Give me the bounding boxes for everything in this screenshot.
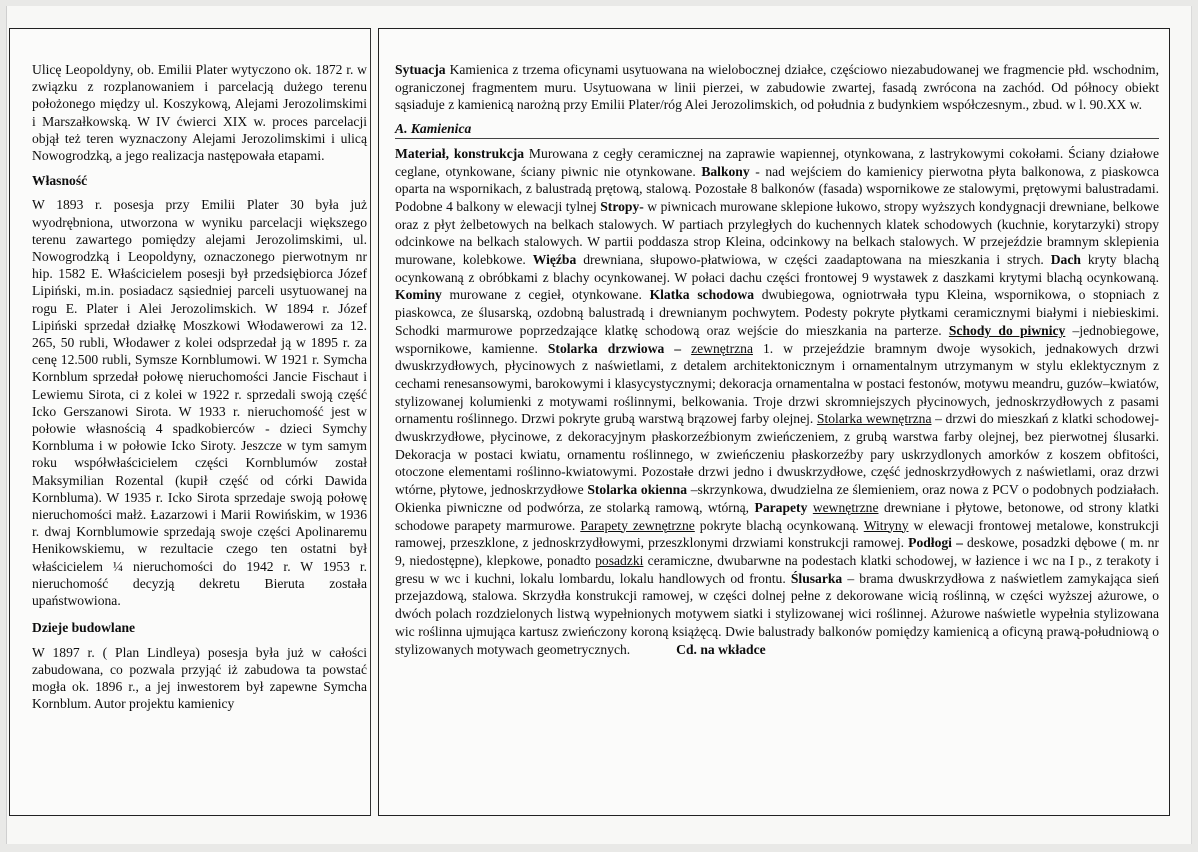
text-stolarka-drzwiowa: 1. w przejeździe bramnym dwoje wysokich, jednakowych drzwi dwuskrzydłowych, płycinowych z naświetlami, z detalem architektonicznym i ornamentalnym utrzymanym w stylu eklektycznym z cechami renesansowymi, barokowymi i klasycystycznymi; dekoracja ornamentalna w postaci festonów, motywu meandru, guzów–kwiatów, stylizowanej kolumienki z motywami roślinnymi, belkowania. Troje drzwi skromniejszych płycinowych, jednoskrzydłowych z pasami ornamentu roślinnego. Drzwi pokryte grubą warstwą brązowej farby olejnej.: [395, 340, 1159, 427]
label-witryny: Witryny: [863, 517, 909, 533]
text-balkony: - nad wejściem do kamienicy pierwotna płyta balkonowa, z piaskowca oparta na wspornikach, z balustradą prętową, stalową. Pozostałe 8 balkonów (fasada) wspornikowe ze stalowymi, prętowymi balustradami. Podobne 4 balkony w elewacji tylnej: [395, 163, 1159, 214]
label-slusarka: Ślusarka: [790, 570, 843, 586]
situation-text: Kamienica z trzema oficynami usytuowana na wielobocznej działce, częściowo niezabudowanej we fragmencie płd. wschodnim, ograniczonej fragmentem muru. Usytuowana w linii pierzei, w zabudowie zwartej, fasadą zwrócona na zachód. Od północy obiekt sąsiaduje z kamienicą narożną przy Emilii Plater/róg Alei Jerozolimskich, od południa z budynkiem współczesnym., zbud. w l. 90.XX w.: [395, 62, 1159, 113]
situation-paragraph: [395, 61, 1159, 114]
label-stolarka-wewnetrzna: Stolarka wewnętrzna: [816, 411, 932, 427]
label-klatka: Klatka schodowa: [649, 287, 754, 303]
left-column: [9, 28, 371, 816]
text-parapety-zewnetrzne: pokryte blachą ocynkowaną.: [694, 517, 864, 533]
label-zewnetrzna: zewnętrzna: [691, 340, 753, 356]
intro-paragraph: Ulicę Leopoldyny, ob. Emilii Plater wytyczono ok. 1872 r. w związku z rozplanowaniem i parcelacją dużego terenu położonego między ul. Koszykową, Alejami Jerozolimskimi i Marszałkowską. W IV ćwierci XIX w. proces parcelacji objął też teren wyznaczony Alejami Jerozolimskimi i ulicą Nowogrodzką, a jego realizacja następowała etapami.: [32, 62, 367, 164]
label-stolarka-drzwiowa: Stolarka drzwiowa –: [547, 340, 692, 356]
label-balkony: Balkony: [701, 163, 750, 179]
label-stolarka-okienna: Stolarka okienna: [587, 482, 687, 498]
text-podlogi: deskowe, posadzki dębowe ( m. nr 9, niedostępne), klepkowe, ponadto: [395, 535, 1159, 568]
text-slusarka: – brama dwuskrzydłowa z naświetlem zamykająca sień przejazdową, stalowa. Skrzydła konstrukcji ramowej, w części dolnej pełne z dekorowane wicią roślinną, w części wyższej ażurowe, o dwóch polach rozdzielonych listwą wypełnionych motywem siatki i stylizowanej wici roślinnej. Ażurowe naświetle wypełnia stylizowana wic roślinna ujmująca kartusz zwieńczony koroną książęcą. Dwie balustrady balkonów pomiędzy kamienicą a oficyną prawą-południową o stylizowanych motywach geometrycznych.: [395, 570, 1159, 657]
section-a-heading: A. Kamienica: [395, 120, 1159, 139]
continued-note: Cd. na wkładce: [676, 641, 766, 657]
description-paragraph: [395, 145, 1159, 658]
text-stolarka-wewnetrzna: – drzwi do mieszkań z klatki schodowej-dwuskrzydłowe, płycinowe, z dekoracyjnym płaskorzeźbionym zwieńczeniem, z grubą warstwa farby olejnej, bez pierwotnej ślusarki. Dekoracja w postaci kwiatu, ornamentu roślinnego, w zwieńczeniu płaskorzeźby pary uskrzydlonych amorków z koszem obfitości, otoczone elementami roślinno-kwiatowymi. Pozostałe drzwi jedno i dwuskrzydłowe, część jednoskrzydłowych z naświetlami, oraz drzwi wtórne, płytowe, jednoskrzydłowe: [395, 411, 1160, 498]
text-schody: –jednobiegowe, wspornikowe, kamienne.: [395, 322, 1159, 356]
label-schody: Schody do piwnicy: [948, 322, 1066, 338]
label-parapety-wewnetrzne: wewnętrzne: [812, 499, 879, 515]
text-dach: kryty blachą ocynkowaną z obróbkami z blachy ocynkowanej. W połaci dachu części frontowej 9 wystawek z daszkami krytymi blachą ocynkowaną.: [395, 252, 1159, 285]
label-parapety-zewnetrzne: Parapety zewnętrzne: [580, 517, 695, 533]
text-klatka: dwubiegowa, ogniotrwała typu Kleina, wspornikowa, o stopniach z piaskowca, ze ślusarską, ozdobną balustradą i drewnianym pochwytem. Podesty pokryte płytkami ceramicznymi białymi i niebieskimi. Schodki marmurowe poprzedzające klatkę schodową oraz wejście do mieszkania na parterze.: [395, 287, 1159, 338]
text-stolarka-okienna: –skrzynkowa, dwudzielna ze ślemieniem, oraz nowa z PCV o podobnych podziałach. Okienka piwniczne od podwórza, ze stolarką ramową, wtórną,: [395, 482, 1160, 515]
text-parapety-wewnetrzne: drewniane i płytowe, betonowe, od strony klatki schodowe parapety marmurowe.: [395, 499, 1159, 533]
text-witryny: w elewacji frontowej metalowe, konstrukcji ramowej, przeszklone, z jednoskrzydłowymi, przeszklonymi drzwiami konstrukcji ramowej.: [395, 517, 1159, 551]
label-posadzki: posadzki: [595, 552, 644, 568]
right-column-body: [395, 61, 1159, 658]
right-column: [378, 28, 1170, 816]
ownership-title: Własność: [32, 173, 88, 189]
label-parapety: Parapety: [754, 499, 808, 515]
text-stropy: w piwnicach murowane sklepione łukowo, stropy wyższych kondygnacji drewniane, belkowe oraz z płyt żelbetowych na belkach stalowych. W partiach przyległych do kuchennych klatek schodowych (kuchnie, korytarzyki) stropy odcinkowe na belkach stalowych. W partii poddasza strop Kleina, odcinkowy na belkach stalowych. W przejeździe bramnym sklepienia murowane, kolebkowe.: [395, 198, 1159, 268]
building-history-title: Dzieje budowlane: [32, 620, 136, 636]
left-column-body: [32, 61, 367, 712]
label-wiezba: Więźba: [532, 252, 577, 268]
ownership-paragraph: W 1893 r. posesja przy Emilii Plater 30 była już wyodrębniona, utworzona w wyniku parcelacji większego terenu zawartego pomiędzy alejami Jerozolimskimi, ul. Nowogrodzką i Leopoldyny, oznaczonego pierwotnym nr hip. 1582 E. Właścicielem posesji był przedsiębiorca Józef Lipiński, m.in. posiadacz sąsiedniej parceli usytuowanej na rogu E. Plater i Alei Jerozolimskich. W 1894 r. Józef Lipiński sprzedał działkę Moszkowi Włodawerowi za 12. 265, 50 rubli, Włodawer z kolei odsprzedał ją w 1895 r. za cenę 12.500 rubli, Symsze Kornblumowi. W 1921 r. Symcha Kornblum sprzedał połowę nieruchomości Jancie Fischaut i Lewiemu Sirota, ci z kolei w 1922 r. sprzedali swoją część Icko Gerszanowi Sirota. W 1933 r. nieruchomość jest w połowie własnością 4 spadkobierców - dzieci Symchy Kornbluma i w połowie Icko Siroty. Jeszcze w tym samym roku współwłaścicielem części Kornblumów został Maksymilian Rozental (kupił część od córki Dawida Kornbluma). W 1935 r. Icko Sirota sprzedaje swoją połowę nieruchomości małż. Łazarzowi i Marii Rowińskim, w 1936 r. dwaj Kornblumowie sprzedają swoje części Apolinaremu Henikowskiemu, w rezultacie czego ten ostatni był właścicielem ¼ nieruchomości do 1942 r. W 1953 r. nieruchomość decyzją dekretu Bieruta została upaństwowiona.: [32, 197, 367, 609]
label-stropy: Stropy-: [600, 198, 644, 214]
text-posadzki: ceramiczne, dwubarwne na podestach klatki schodowej, w łazience i wc na I p., z terakoty i gresu w wc i kuchni, lokalu lombardu, lokalu handlowych od frontu.: [395, 552, 1160, 586]
text-kominy: murowane z cegieł, otynkowane.: [441, 287, 650, 303]
building-history-paragraph: W 1897 r. ( Plan Lindleya) posesja była już w całości zabudowana, co pozwala przyjąć iż zabudowa ta powstać mogła ok. 1896 r., a jej inwestorem był zapewne Symcha Kornblum. Autor projektu kamienicy: [32, 644, 367, 712]
label-podlogi: Podłogi –: [908, 535, 963, 551]
text-material: Murowana z cegły ceramicznej na zaprawie wapiennej, otynkowana, z lastrykowymi cokołami. Ściany działowe ceglane, otynkowane, ściany piwnic nie otynkowane.: [395, 145, 1159, 179]
label-kominy: Kominy: [395, 287, 442, 303]
label-material: Materiał, konstrukcja: [395, 145, 525, 161]
label-dach: Dach: [1050, 252, 1081, 268]
situation-label: Sytuacja: [395, 62, 446, 77]
text-wiezba: drewniana, słupowo-płatwiowa, w części zaadaptowana na mieszkania i strych.: [576, 252, 1051, 268]
